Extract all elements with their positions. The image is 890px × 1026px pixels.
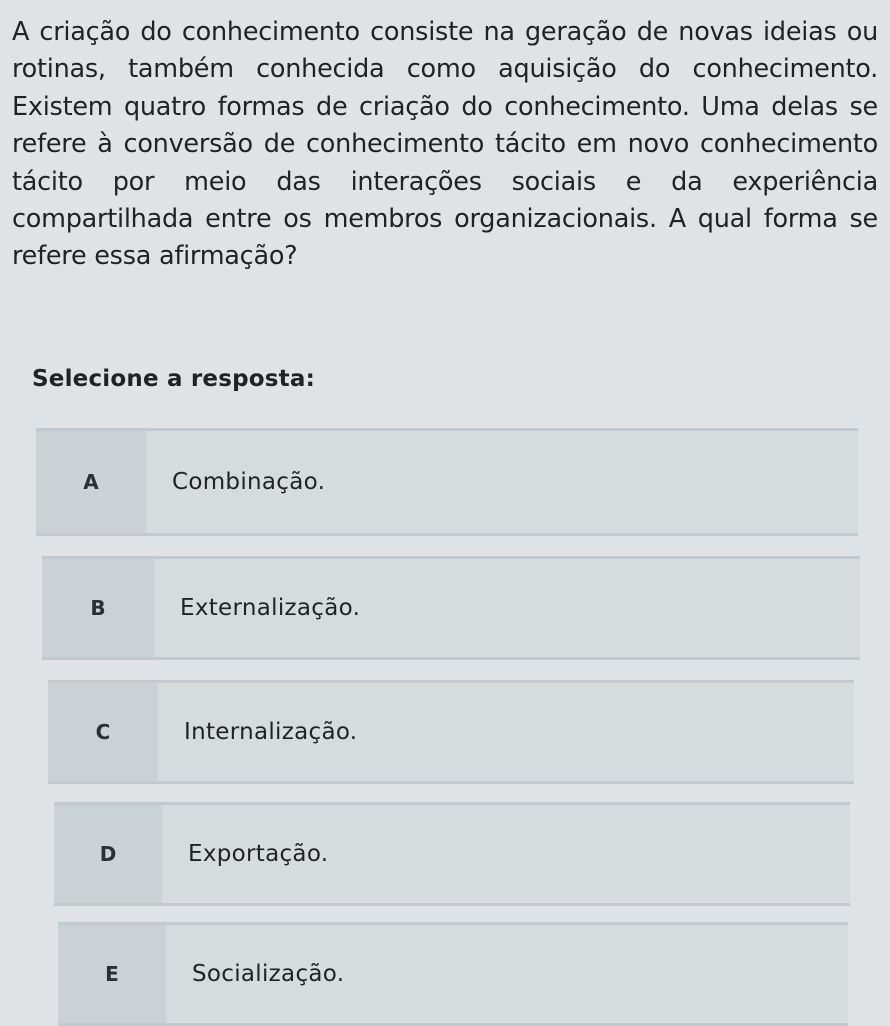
option-text: Combinação. bbox=[172, 469, 326, 495]
answer-option-b[interactable] bbox=[42, 556, 860, 660]
question-text: A criação do conhecimento consiste na geração de novas ideias ou rotinas, também conhecida como aquisição do conhecimento. Existem quatro formas de criação do conhecimento. Uma delas se refere à conversão de conhecimento tácito em novo conhecimento tácito por meio das interações sociais e da experiência compartilhada entre os membros organizacionais. A qual forma se refere essa afirmação? bbox=[12, 17, 878, 272]
option-text: Exportação. bbox=[188, 841, 329, 867]
answer-option-e[interactable] bbox=[58, 922, 848, 1026]
answer-option-a[interactable] bbox=[36, 428, 858, 536]
option-text: Socialização. bbox=[192, 961, 345, 987]
option-letter: E bbox=[58, 925, 166, 1023]
answer-option-c[interactable] bbox=[48, 680, 854, 784]
answer-option-d[interactable] bbox=[54, 802, 850, 906]
option-letter: C bbox=[48, 683, 158, 781]
answer-prompt-label: Selecione a resposta: bbox=[32, 366, 315, 392]
option-text: Internalização. bbox=[184, 719, 358, 745]
option-letter: A bbox=[36, 431, 146, 533]
option-letter: B bbox=[42, 559, 154, 657]
option-letter: D bbox=[54, 805, 162, 903]
option-text: Externalização. bbox=[180, 595, 361, 621]
